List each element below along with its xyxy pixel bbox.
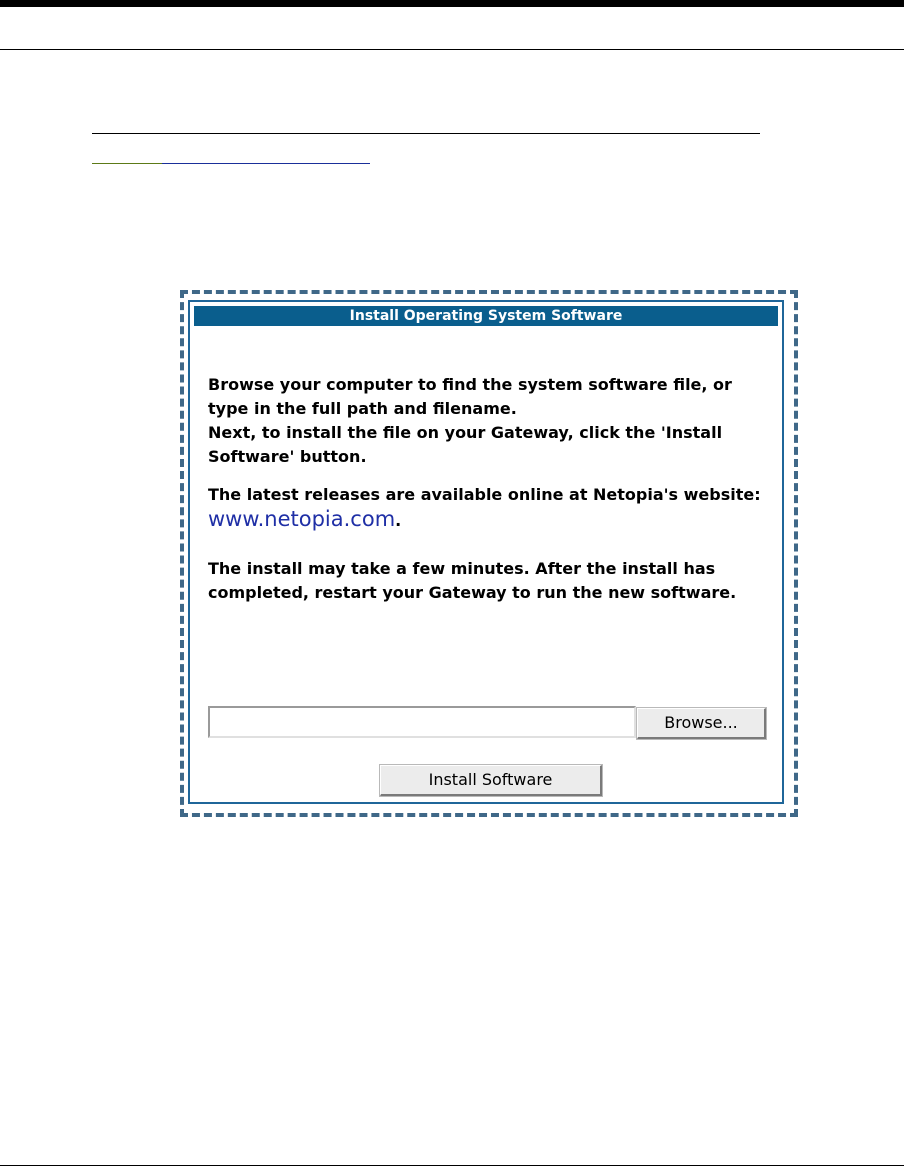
instructions-paragraph (208, 373, 773, 469)
releases-paragraph (208, 483, 773, 533)
install-note-paragraph: The install may take a few minutes. After the install has completed, restart your Gateway to run the new software. (208, 559, 737, 602)
link-underline-1 (92, 133, 760, 134)
instructions-browse-text: Browse your computer to find the system software file, or type in the full path and filename. (208, 375, 732, 418)
browse-button[interactable]: Browse... (637, 708, 766, 739)
header-rule (0, 49, 904, 50)
instructions-install-text: Next, to install the file on your Gateway, click the 'Install Software' button. (208, 423, 723, 466)
link-underline-2b (162, 163, 370, 164)
file-path-input[interactable] (208, 706, 636, 738)
header-bar (0, 0, 904, 7)
releases-period: . (395, 511, 402, 530)
netopia-website-link[interactable]: www.netopia.com (208, 507, 396, 531)
install-panel (188, 300, 784, 804)
footer-rule (0, 1165, 904, 1166)
releases-text: The latest releases are available online at Netopia's website: (208, 485, 761, 504)
link-underline-2a (92, 163, 162, 164)
install-software-button[interactable]: Install Software (380, 765, 602, 796)
panel-title: Install Operating System Software (194, 306, 778, 326)
